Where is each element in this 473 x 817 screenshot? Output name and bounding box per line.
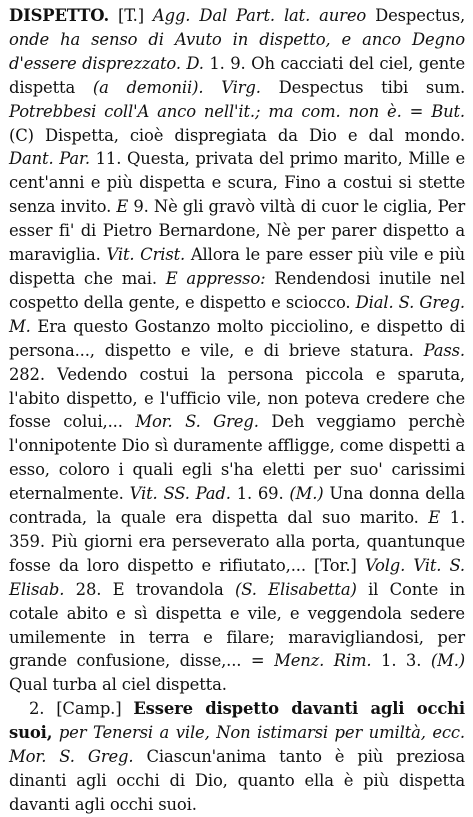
quote-text: Deh veggiamo perchè l'onnipotente Dio sì duramente affligge, come dispetti a esso, coloro i quali egli s'ha eletti per suo' carissimi eternalmente.: [9, 412, 465, 504]
quote-text: Era questo Gostanzo molto picciolino, e dispetto di persona..., dispetto e vile, e di brieve statura.: [9, 316, 466, 360]
crusca-mark: (C): [9, 125, 34, 145]
quote-text: Una donna della contrada, la quale era dispetta dal suo marito.: [9, 484, 466, 528]
source-citation: But.: [431, 101, 465, 121]
sense-definition: Essere dispetto davanti agli occhi suoi,: [9, 699, 466, 743]
reference: 11.: [95, 149, 122, 169]
reference: 9.: [133, 197, 149, 217]
editor-tag: [Tor.]: [314, 555, 357, 575]
source-citation: Vit. Crist.: [106, 245, 186, 265]
manuzzi-mark: (M.): [430, 651, 466, 671]
definition: onde ha senso di Avuto in dispetto, e anco Degno d'essere disprezzato. D.: [9, 29, 465, 73]
quote-text: Allora le pare esser più vile e più dispetta che mai.: [9, 245, 466, 288]
quote-text: Vedendo costui la persona piccola e sparuta, l'abito dispetto, e l'ufficio vile, non poteva credere che fosse colui,...: [9, 364, 465, 432]
sense-gloss: per Tenersi a vile, Non istimarsi per umiltà, ecc.: [58, 723, 465, 743]
source-citation: Mor. S. Greg.: [9, 747, 134, 767]
quote-text: il Conte in cotale abito e sì dispetta e vile, e veggendola sedere umilemente in terra e filare; maravigliandosi, per grande confusione, disse,... =: [9, 579, 465, 671]
quote-text: Ciascun'anima tanto è più preziosa dinanti agli occhi di Dio, quanto ella è più dispetta davanti agli occhi suoi.: [9, 747, 465, 814]
latin-word: Despectus,: [375, 6, 466, 25]
source-citation: E: [116, 197, 129, 217]
sense-tag: [Camp.]: [56, 699, 122, 719]
reference: 1. 69.: [236, 484, 284, 504]
reference: 1. 359.: [9, 508, 466, 551]
source-citation: Dant. Par.: [9, 149, 90, 169]
source-citation: Dial. S. Greg. M.: [9, 292, 465, 336]
source-citation: Pass.: [423, 340, 465, 360]
quote-text: Rendendosi inutile nel cospetto della gente, e dispetto e sciocco.: [9, 268, 466, 312]
etymology: Dal Part. lat.: [199, 6, 311, 25]
source-citation: E appresso:: [165, 268, 266, 288]
quote-text: Nè gli gravò viltà di cuor le ciglia, Per esser fi' di Pietro Bernardone, Nè per parer dispetto a maraviglia.: [9, 197, 466, 265]
source-citation: Vit. SS. Pad.: [129, 484, 231, 504]
quote-text: Questa, privata del primo marito, Mille e cent'anni e più dispetta e scura, Fino a costui si stette senza invito.: [9, 149, 466, 217]
quote-text: Qual turba al ciel dispetta.: [9, 675, 227, 695]
quote-gloss: (S. Elisabetta): [235, 579, 357, 599]
source-citation: E: [428, 508, 441, 528]
quote-text: Oh cacciati del ciel, gente dispetta: [9, 53, 466, 97]
quote-text: Dispetta, cioè dispregiata da Dio e dal mondo.: [45, 125, 465, 145]
sense-number: 2.: [29, 699, 45, 719]
reference: 1. 9.: [209, 53, 246, 73]
editor-note: Potrebbesi coll'A anco nell'it.; ma com. non è. =: [9, 101, 424, 121]
headword: DISPETTO.: [9, 6, 110, 25]
part-of-speech: Agg.: [152, 6, 191, 25]
entry-tag: [T.]: [118, 6, 144, 25]
reference: 28.: [75, 579, 102, 599]
entry-dispetto: [9, 4, 465, 697]
etymology-aureo: aureo: [319, 6, 367, 25]
quote-gloss: (a demonii).: [92, 77, 204, 97]
latin-quote: Despectus tibi sum.: [278, 77, 466, 97]
source-citation: Menz. Rim.: [274, 651, 372, 671]
sense-2: [9, 697, 465, 817]
source-citation: Virg.: [221, 77, 261, 97]
reference: 282.: [9, 364, 45, 384]
manuzzi-mark: (M.): [289, 484, 324, 504]
reference: 1. 3.: [381, 651, 422, 671]
quote-text: E trovandola: [112, 579, 224, 599]
source-citation: Mor. S. Greg.: [135, 412, 259, 432]
source-citation: Volg. Vit. S. Elisab.: [9, 555, 465, 599]
quote-text: Più giorni era perseverato alla porta, quantunque fosse da loro dispetto e rifiutato,...: [9, 531, 465, 575]
